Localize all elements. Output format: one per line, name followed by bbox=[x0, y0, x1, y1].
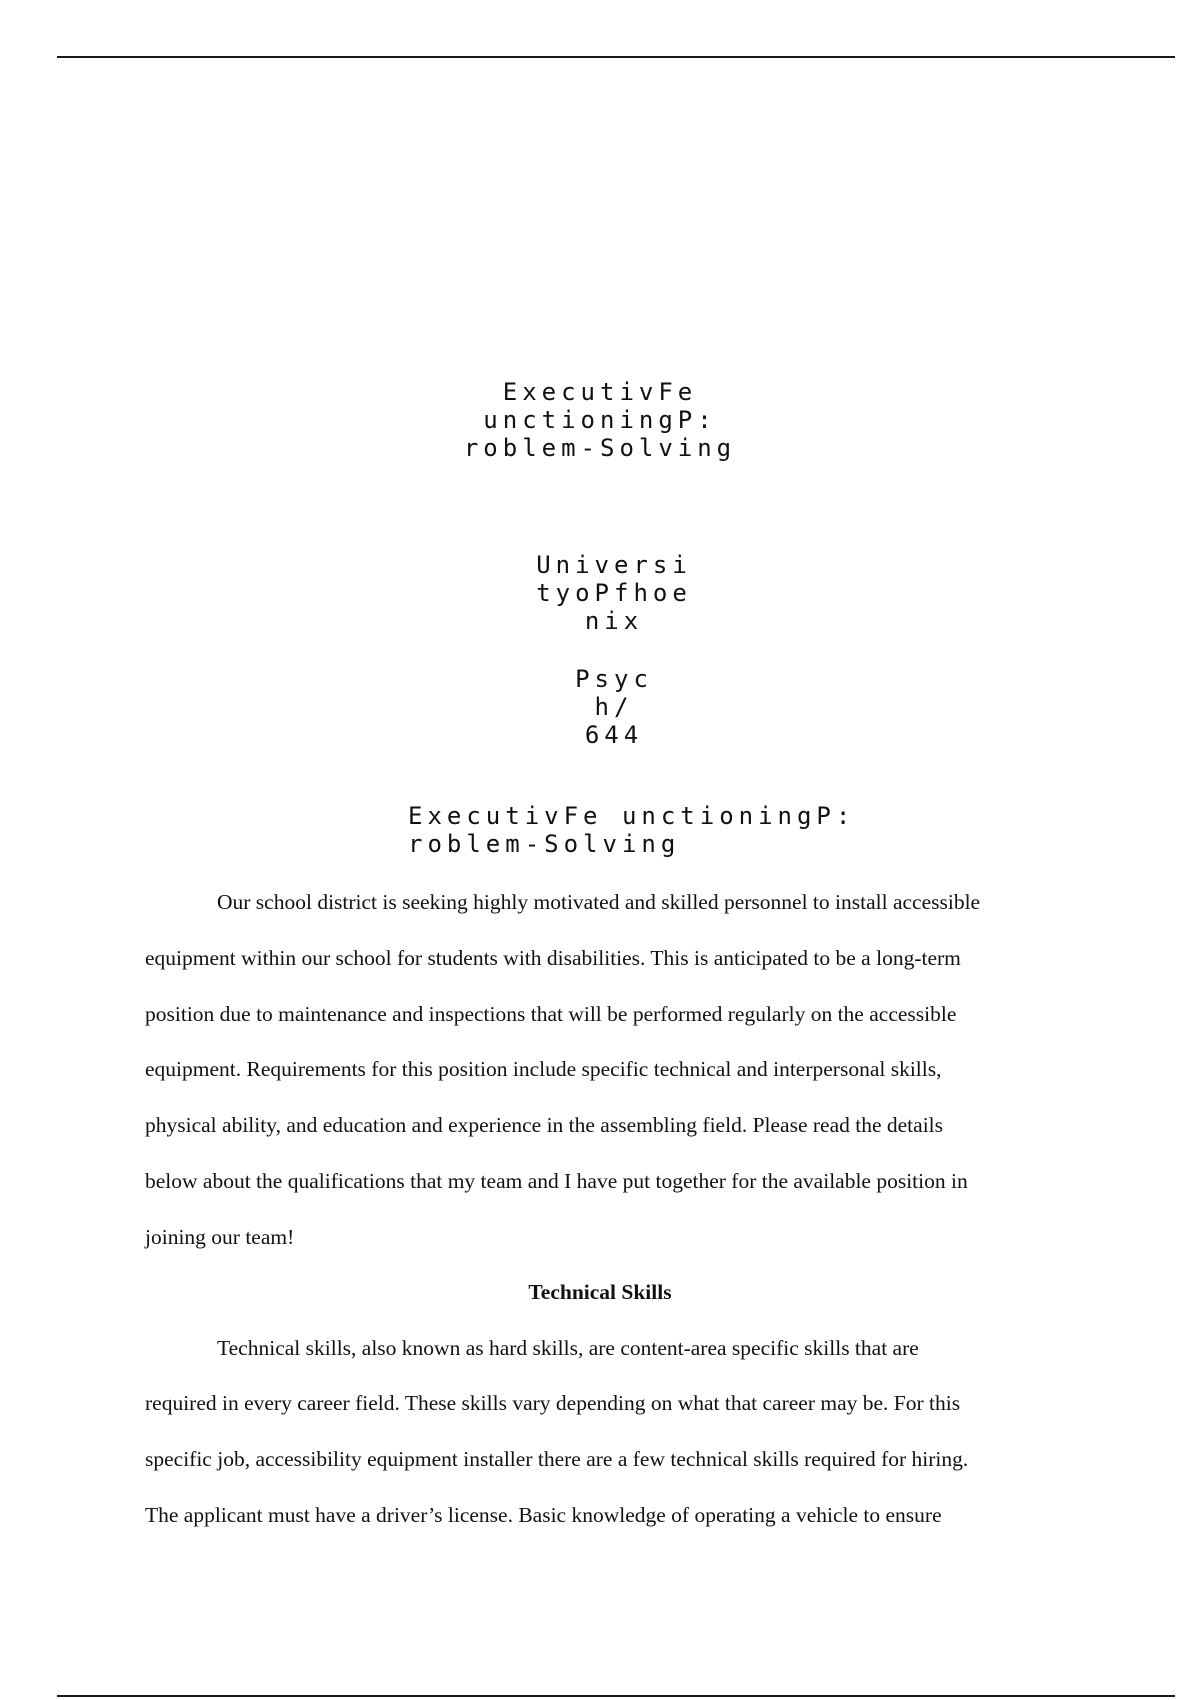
paragraph-line: below about the qualifications that my team and I have put together for the available position in bbox=[145, 1169, 968, 1193]
cover-course-line: h/ bbox=[594, 693, 634, 721]
running-title-line: ExecutivFe unctioningP: bbox=[408, 802, 856, 830]
paragraph-line: equipment within our school for students with disabilities. This is anticipated to be a long-term bbox=[145, 946, 961, 970]
cover-course-line: 644 bbox=[584, 721, 644, 749]
paragraph-line: joining our team! bbox=[145, 1225, 295, 1249]
cover-course bbox=[14, 665, 1200, 749]
running-title-line: roblem-Solving bbox=[408, 830, 681, 858]
paragraph-line: position due to maintenance and inspections that will be performed regularly on the accessible bbox=[145, 1002, 957, 1026]
paragraph-line: equipment. Requirements for this position include specific technical and interpersonal skills, bbox=[145, 1057, 942, 1081]
page-bottom-rule bbox=[57, 1695, 1175, 1697]
cover-university bbox=[14, 551, 1200, 635]
paragraph-line: specific job, accessibility equipment installer there are a few technical skills required for hiring. bbox=[145, 1447, 969, 1471]
cover-title-line: ExecutivFe bbox=[502, 378, 698, 406]
cover-university-line: tyoPfhoe bbox=[536, 579, 692, 607]
cover-title-line: roblem-Solving bbox=[463, 434, 737, 462]
paragraph-line: required in every career field. These skills vary depending on what that career may be. For this bbox=[145, 1391, 961, 1415]
cover-title-line: unctioningP: bbox=[483, 406, 717, 434]
cover-title bbox=[0, 378, 1200, 462]
paragraph-line: The applicant must have a driver’s license. Basic knowledge of operating a vehicle to ensure bbox=[145, 1503, 942, 1527]
running-title bbox=[408, 802, 855, 858]
cover-university-line: nix bbox=[584, 607, 644, 635]
paragraph-line: Technical skills, also known as hard skills, are content-area specific skills that are bbox=[217, 1336, 919, 1360]
cover-university-line: Universi bbox=[536, 551, 692, 579]
section-heading-technical-skills: Technical Skills bbox=[528, 1280, 672, 1304]
paragraph-line: physical ability, and education and experience in the assembling field. Please read the details bbox=[145, 1113, 944, 1137]
cover-course-line: Psyc bbox=[575, 665, 653, 693]
page-top-rule bbox=[57, 56, 1175, 58]
paragraph-line: Our school district is seeking highly motivated and skilled personnel to install accessible bbox=[217, 890, 981, 914]
